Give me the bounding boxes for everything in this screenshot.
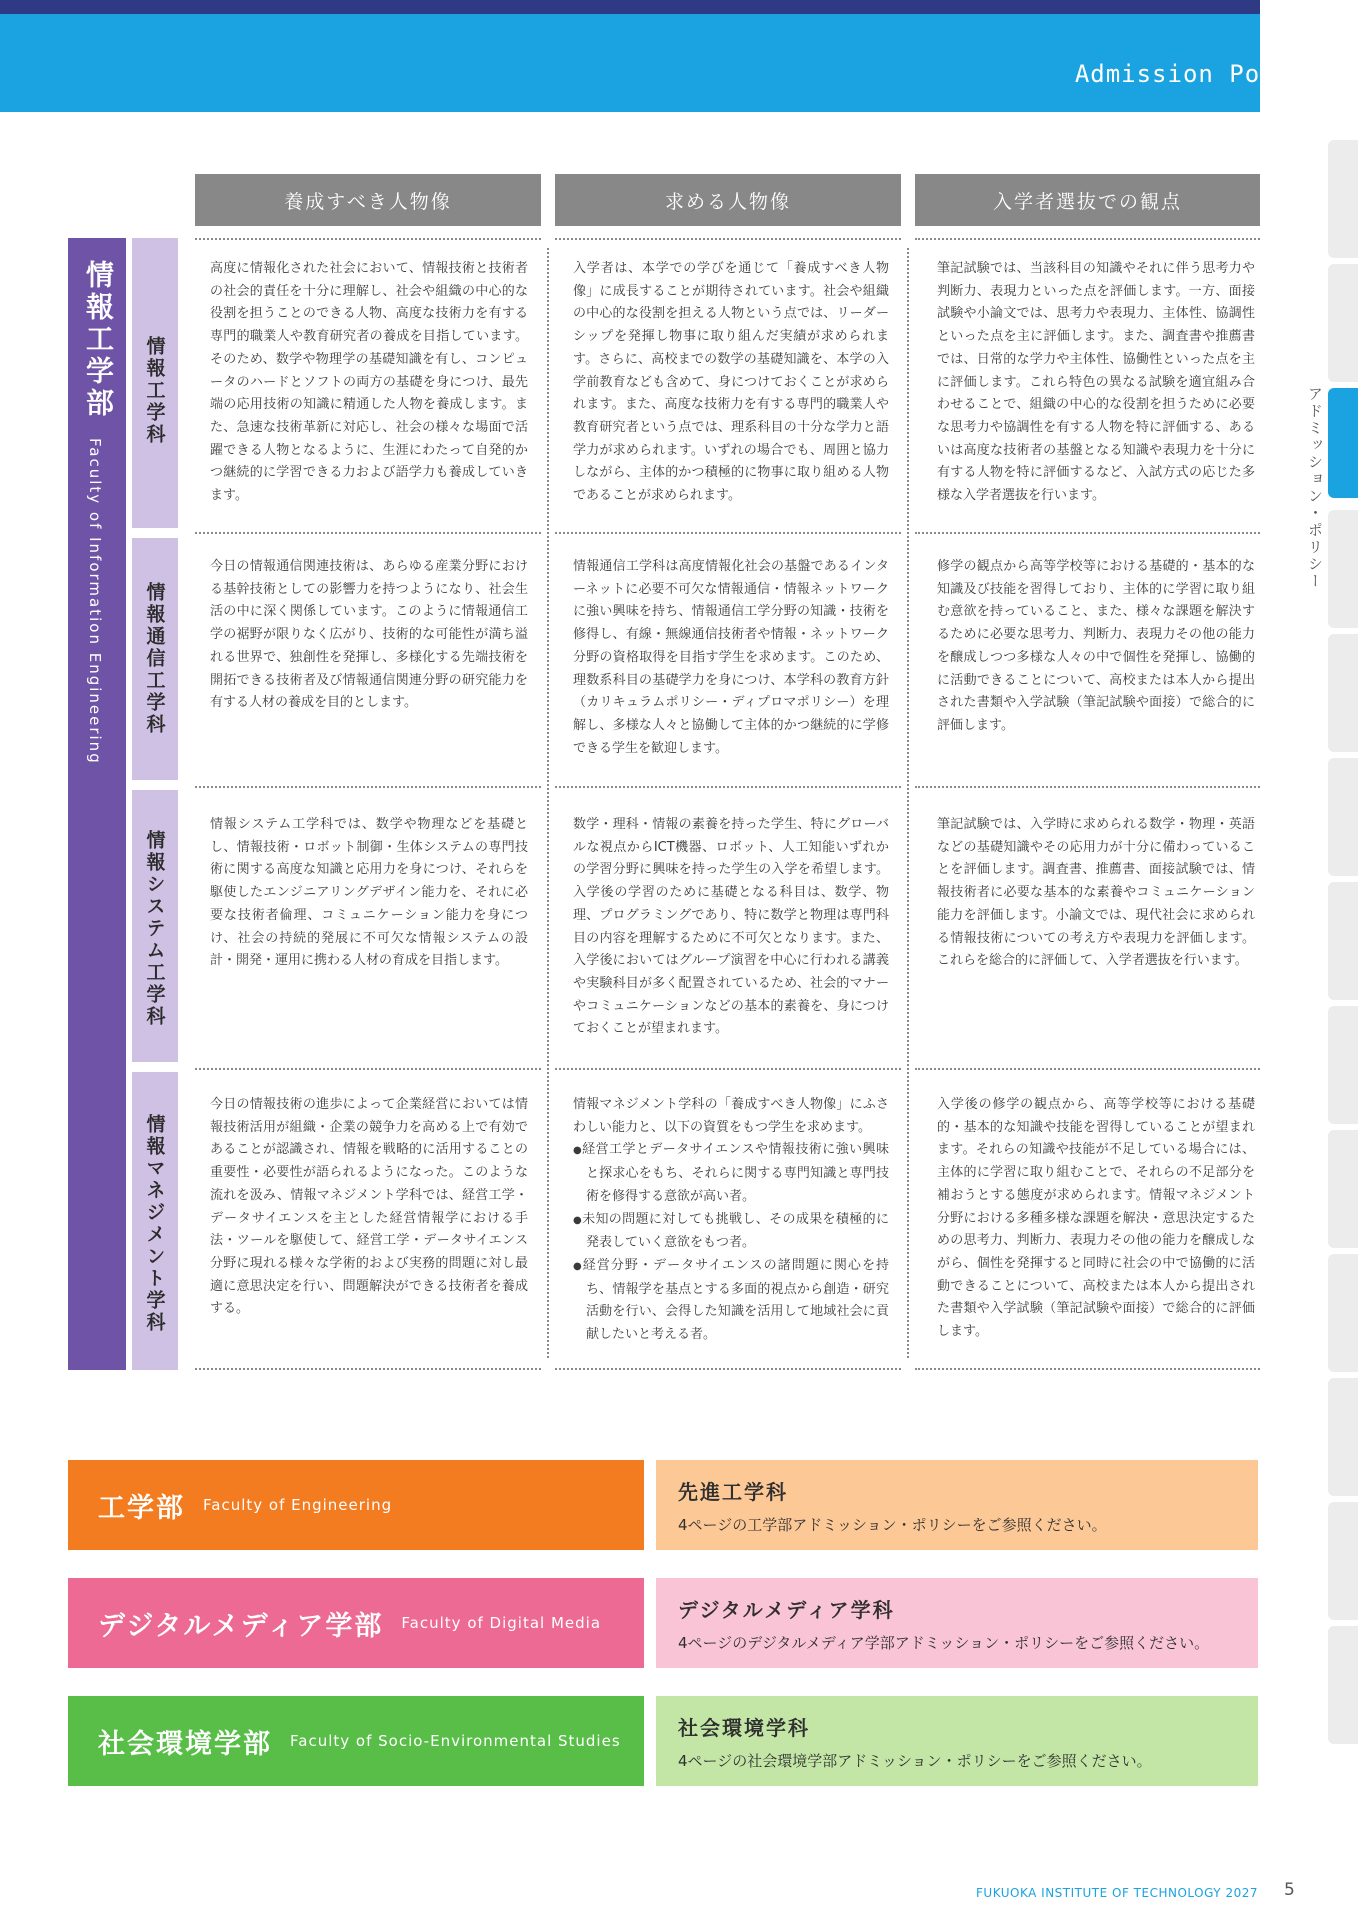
row-separator xyxy=(915,786,1260,788)
policy-bullet: ● 未知の問題に対しても挑戦し、その成果を積極的に発表していく意欲をもつ者。 xyxy=(573,1209,889,1255)
page-number: 5 xyxy=(1284,1880,1295,1900)
policy-cell: 今日の情報通信関連技術は、あらゆる産業分野における基幹技術としての影響力を持つようになり、社会生活の中に深く関係しています。このように情報通信工学の裾野が限りなく広がり、技術的な可能性が満ち溢れる世界で、独創性を発揮し、多様化する先端技術を開拓できる技術者及び情報通信関連分野の研究能力を有する人材の養成を目的とします。 xyxy=(210,559,528,711)
faculty-box-digital-media xyxy=(68,1578,644,1668)
side-tab[interactable] xyxy=(1328,1626,1358,1744)
faculty-box-name: 社会環境学部 xyxy=(98,1728,272,1760)
row-separator xyxy=(555,786,901,788)
faculty-box-name-en: Faculty of Socio-Environmental Studies xyxy=(290,1732,621,1750)
side-tab[interactable] xyxy=(1328,634,1358,752)
department-band xyxy=(132,1072,178,1370)
row-separator xyxy=(555,238,901,240)
side-tab[interactable] xyxy=(1328,1130,1358,1248)
department-name: 情報マネジメント学科 xyxy=(143,1114,166,1334)
policy-cell: 入学後の修学の観点から、高等学校等における基礎的・基本的な知識や技能を習得していることが望まれます。それらの知識や技能が不足している場合には、主体的に学習に取り組むことで、それらの不足部分を補おうとする態度が求められます。情報マネジメント分野における多種多様な課題を解決・意思決定するための思考力、判断力、表現力その他の能力を醸成しながら、個性を発揮すると同時に社会の中で協働的に活動できることについて、高校または本人から提出された書類や入学試験（筆記試験や面接）で総合的に評価します。 xyxy=(937,1097,1255,1340)
policy-cell: 修学の観点から高等学校等における基礎的・基本的な知識及び技能を習得しており、主体的に学習に取り組む意欲を持っていること、また、様々な課題を解決するために必要な思考力、判断力、表現力その他の能力を醸成しつつ多様な人々の中で個性を発揮し、協働的に活動できることについて、高校または本人から提出された書類や入学試験（筆記試験や面接）で総合的に評価します。 xyxy=(937,559,1255,733)
side-tab[interactable] xyxy=(1328,758,1358,876)
department-box xyxy=(656,1578,1258,1668)
row-separator xyxy=(915,532,1260,534)
row-separator xyxy=(555,532,901,534)
department-box-name: 社会環境学科 xyxy=(678,1716,810,1740)
department-box-name: 先進工学科 xyxy=(678,1480,788,1504)
side-label: アドミッション・ポリシー xyxy=(1306,386,1324,590)
side-tab[interactable] xyxy=(1328,264,1358,382)
row-separator xyxy=(915,1068,1260,1070)
faculty-box-name-en: Faculty of Engineering xyxy=(203,1496,393,1514)
side-tab[interactable] xyxy=(1328,510,1358,628)
row-separator xyxy=(555,1368,901,1370)
row-separator xyxy=(555,1068,901,1070)
policy-intro: 情報マネジメント学科の「養成すべき人物像」にふさわしい能力と、以下の資質をもつ学生を求めます。 xyxy=(573,1097,889,1135)
policy-cell: 筆記試験では、当該科目の知識やそれに伴う思考力や判断力、表現力といった点を評価します。一方、面接試験や小論文では、思考力や表現力、主体性、協調性といった点を主に評価します。また、調査書や推薦書では、日常的な学力や主体性、協働性といった点を主に評価します。これら特色の異なる試験を適宜組み合わせることで、組織の中心的な役割を担うために必要な思考力や協調性を有する人物を特に評価する、あるいは高度な技術者の基盤となる知識や表現力を十分に有する人物を特に評価するなど、入試方式の応じた多様な入学者選抜を行います。 xyxy=(937,261,1255,504)
side-tab[interactable] xyxy=(1328,1006,1358,1124)
department-band xyxy=(132,238,178,528)
faculty-box-name: 工学部 xyxy=(98,1492,185,1524)
department-box-name: デジタルメディア学科 xyxy=(678,1598,895,1622)
row-separator xyxy=(915,1368,1260,1370)
faculty-box-name: デジタルメディア学部 xyxy=(98,1610,384,1642)
side-tab[interactable] xyxy=(1328,140,1358,258)
row-separator xyxy=(195,532,541,534)
side-tab[interactable] xyxy=(1328,1378,1358,1496)
faculty-box-name-en: Faculty of Digital Media xyxy=(401,1614,602,1632)
department-box xyxy=(656,1460,1258,1550)
department-name: 情報システム工学科 xyxy=(143,830,166,1028)
header-bar xyxy=(0,0,1260,112)
row-separator xyxy=(915,238,1260,240)
policy-cell: 入学者は、本学での学びを通じて「養成すべき人物像」に成長することが期待されています。社会や組織の中心的な役割を担える人物という点では、リーダーシップを発揮し物事に取り組んだ実績が求められます。さらに、高校までの数学の基礎知識を、本学の入学前教育なども含めて、身につけておくことが求められます。また、高度な技術力を有する専門的職業人や教育研究者という点では、理系科目の十分な学力と語学力が求められます。いずれの場合でも、周囲と協力しながら、主体的かつ積極的に物事に取り組める人物であることが求められます。 xyxy=(573,261,889,504)
column-separator xyxy=(907,248,909,1358)
department-box-desc: 4ページの社会環境学部アドミッション・ポリシーをご参照ください。 xyxy=(678,1752,1152,1770)
side-tab[interactable] xyxy=(1328,882,1358,1000)
column-header: 入学者選抜での観点 xyxy=(915,174,1260,226)
header-stripe xyxy=(0,0,1260,14)
row-separator xyxy=(195,238,541,240)
policy-cell-list xyxy=(573,1094,889,1347)
department-name: 情報工学科 xyxy=(143,336,166,446)
faculty-name-en: Faculty of Information Engineering xyxy=(86,438,104,765)
policy-cell: 情報通信工学科は高度情報化社会の基盤であるインターネットに必要不可欠な情報通信・情報ネットワークに強い興味を持ち、情報通信工学分野の知識・技術を修得し、有線・無線通信技術者や情報・ネットワーク分野の資格取得を目指す学生を求めます。このため、理数系科目の基礎学力を身につけ、本学科の教育方針（カリキュラムポリシー・ディプロマポリシー）を理解し、多様な人々と協働して主体的かつ継続的に学修できる学生を歓迎します。 xyxy=(573,559,889,756)
policy-bullets xyxy=(573,1139,889,1346)
department-box-desc: 4ページのデジタルメディア学部アドミッション・ポリシーをご参照ください。 xyxy=(678,1634,1210,1652)
footer-org: FUKUOKA INSTITUTE OF TECHNOLOGY 2027 xyxy=(976,1886,1258,1900)
side-tab[interactable] xyxy=(1328,1502,1358,1620)
department-name: 情報通信工学科 xyxy=(143,582,166,736)
column-header: 求める人物像 xyxy=(555,174,901,226)
faculty-box-engineering xyxy=(68,1460,644,1550)
page-title: Admission Policy xyxy=(1074,60,1322,88)
department-band xyxy=(132,790,178,1062)
policy-cell: 筆記試験では、入学時に求められる数学・物理・英語などの基礎知識やその応用力が十分に備わっていることを評価します。調査書、推薦書、面接試験では、情報技術者に必要な基本的な素養やコミュニケーション能力を評価します。小論文では、現代社会に求められる情報技術についての考え方や表現力を評価します。これらを総合的に評価して、入学者選抜を行います。 xyxy=(937,817,1255,969)
policy-cell: 今日の情報技術の進歩によって企業経営においては情報技術活用が組織・企業の競争力を高める上で有効であることが認識され、情報を戦略的に活用することの重要性・必要性が語られるようになった。このような流れを汲み、情報マネジメント学科では、経営工学・データサイエンスを主とした経営情報学における手法・ツールを駆使して、経営工学・データサイエンス分野に現れる様々な学術的および実務的問題に対し最適に意思決定を行い、問題解決ができる技術者を養成する。 xyxy=(210,1097,528,1317)
department-box xyxy=(656,1696,1258,1786)
policy-cell: 数学・理科・情報の素養を持った学生、特にグローバルな視点からICT機器、ロボット、人工知能いずれかの学習分野に興味を持った学生の入学を希望します。入学後の学習のために基礎となる科目は、数学、物理、プログラミングであり、特に数学と物理は専門科目の内容を理解するために不可欠となります。また、入学後においてはグループ演習を中心に行われる講義や実験科目が多く配置されているため、社会的マナーやコミュニケーションなどの基本的素養を、身につけておくことが望まれます。 xyxy=(573,817,889,1037)
row-separator xyxy=(195,786,541,788)
policy-cell: 高度に情報化された社会において、情報技術と技術者の社会的責任を十分に理解し、社会や組織の中心的な役割を担うことのできる人物、高度な技術力を有する専門的職業人や教育研究者の養成を目指しています。そのため、数学や物理学の基礎知識を有し、コンピュータのハードとソフトの両方の基礎を身につけ、最先端の応用技術の知識に精通した人物を養成します。また、急速な技術革新に対応し、社会の様々な場面で活躍できる人物となるように、生涯にわたって自発的かつ継続的に学習できる力および語学力も養成していきます。 xyxy=(210,261,528,504)
column-header: 養成すべき人物像 xyxy=(195,174,541,226)
faculty-name: 情報工学部 xyxy=(82,260,115,420)
column-separator xyxy=(547,248,549,1358)
policy-cell: 情報システム工学科では、数学や物理などを基礎とし、情報技術・ロボット制御・生体システムの専門技術に関する高度な知識と応用力を身につけ、それらを駆使したエンジニアリングデザイン能力を、それに必要な技術者倫理、コミュニケーション能力を身につけ、社会の持続的発展に不可欠な情報システムの設計・開発・運用に携わる人材の育成を目指します。 xyxy=(210,817,528,969)
faculty-box-socio-environmental xyxy=(68,1696,644,1786)
side-tab[interactable] xyxy=(1328,1254,1358,1372)
row-separator xyxy=(195,1068,541,1070)
row-separator xyxy=(195,1368,541,1370)
department-box-desc: 4ページの工学部アドミッション・ポリシーをご参照ください。 xyxy=(678,1516,1107,1534)
policy-bullet: ● 経営分野・データサイエンスの諸問題に関心を持ち、情報学を基点とする多面的視点から創造・研究活動を行い、会得した知識を活用して地域社会に貢献したいと考える者。 xyxy=(573,1255,889,1347)
faculty-band xyxy=(68,238,126,1370)
department-band xyxy=(132,538,178,780)
side-tab-active[interactable] xyxy=(1328,388,1358,498)
policy-bullet: ● 経営工学とデータサイエンスや情報技術に強い興味と探求心をもち、それらに関する専門知識と専門技術を修得する意欲が高い者。 xyxy=(573,1139,889,1208)
